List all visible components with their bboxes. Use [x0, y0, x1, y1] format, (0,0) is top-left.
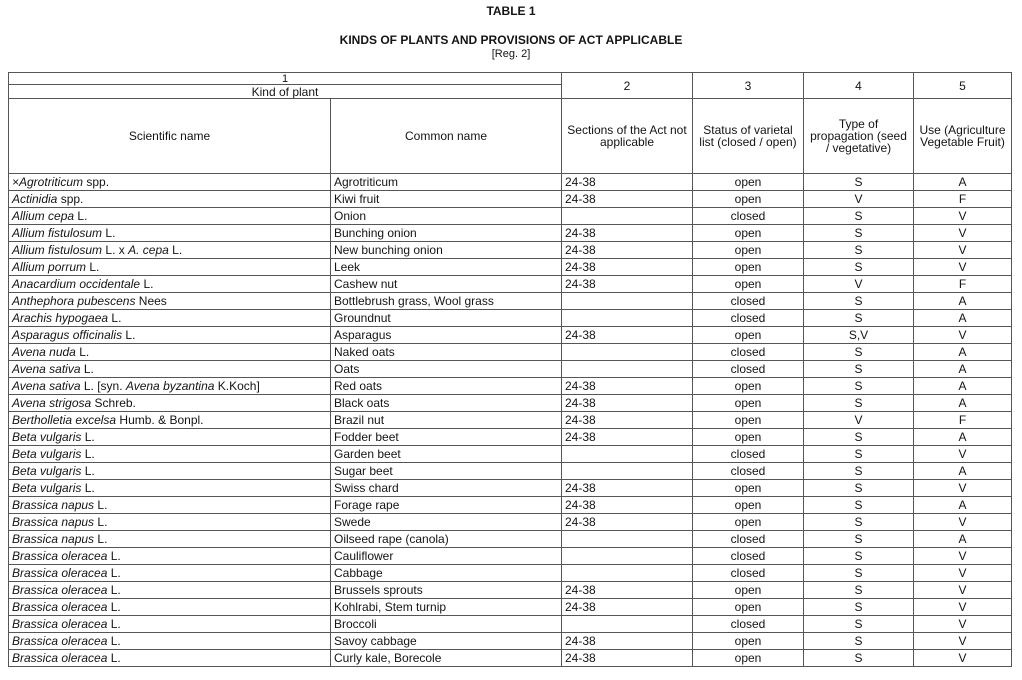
status-cell: open — [693, 276, 804, 293]
scientific-name-cell: Allium cepa L. — [9, 208, 331, 225]
scientific-name-heading: Scientific name — [9, 99, 331, 174]
propagation-cell: S — [804, 514, 914, 531]
scientific-name-cell: Arachis hypogaea L. — [9, 310, 331, 327]
col3-number: 3 — [693, 73, 804, 99]
table-row — [9, 582, 1012, 599]
common-name-cell: Cashew nut — [331, 276, 562, 293]
scientific-name-cell: Anacardium occidentale L. — [9, 276, 331, 293]
common-name-cell: Brussels sprouts — [331, 582, 562, 599]
col5-number: 5 — [914, 73, 1012, 99]
sections-cell: 24-38 — [562, 412, 693, 429]
use-cell: V — [914, 259, 1012, 276]
propagation-cell: S,V — [804, 327, 914, 344]
status-cell: open — [693, 650, 804, 667]
use-cell: A — [914, 293, 1012, 310]
table-row — [9, 225, 1012, 242]
use-cell: V — [914, 480, 1012, 497]
status-cell: closed — [693, 344, 804, 361]
common-name-cell: Black oats — [331, 395, 562, 412]
sections-cell — [562, 208, 693, 225]
sections-cell: 24-38 — [562, 497, 693, 514]
scientific-name-cell: Brassica oleracea L. — [9, 582, 331, 599]
use-cell: A — [914, 174, 1012, 191]
scientific-name-cell: Allium porrum L. — [9, 259, 331, 276]
common-name-cell: Asparagus — [331, 327, 562, 344]
propagation-cell: S — [804, 310, 914, 327]
common-name-cell: Brazil nut — [331, 412, 562, 429]
common-name-cell: Bottlebrush grass, Wool grass — [331, 293, 562, 310]
table-row — [9, 259, 1012, 276]
table-row — [9, 650, 1012, 667]
use-cell: A — [914, 395, 1012, 412]
sections-cell — [562, 361, 693, 378]
sections-cell: 24-38 — [562, 242, 693, 259]
sections-cell — [562, 463, 693, 480]
use-cell: V — [914, 548, 1012, 565]
scientific-name-cell: Brassica oleracea L. — [9, 650, 331, 667]
sections-cell: 24-38 — [562, 582, 693, 599]
status-cell: open — [693, 582, 804, 599]
table-header — [9, 73, 1012, 174]
col4-number: 4 — [804, 73, 914, 99]
col1-number: 1 — [9, 73, 562, 85]
table-row — [9, 344, 1012, 361]
scientific-name-cell: Beta vulgaris L. — [9, 480, 331, 497]
propagation-cell: S — [804, 531, 914, 548]
sections-heading: Sections of the Act not applicable — [562, 99, 693, 174]
status-cell: closed — [693, 293, 804, 310]
use-cell: A — [914, 378, 1012, 395]
use-cell: A — [914, 310, 1012, 327]
status-cell: open — [693, 633, 804, 650]
common-name-cell: Oilseed rape (canola) — [331, 531, 562, 548]
sections-cell — [562, 446, 693, 463]
scientific-name-cell: Anthephora pubescens Nees — [9, 293, 331, 310]
sections-cell: 24-38 — [562, 650, 693, 667]
common-name-cell: Kohlrabi, Stem turnip — [331, 599, 562, 616]
propagation-cell: S — [804, 395, 914, 412]
common-name-cell: Swede — [331, 514, 562, 531]
table-row — [9, 293, 1012, 310]
use-cell: F — [914, 412, 1012, 429]
table-body — [9, 174, 1012, 667]
sections-cell — [562, 616, 693, 633]
sections-cell — [562, 531, 693, 548]
common-name-cell: Broccoli — [331, 616, 562, 633]
common-name-cell: Swiss chard — [331, 480, 562, 497]
table-row — [9, 174, 1012, 191]
use-cell: V — [914, 208, 1012, 225]
table-row — [9, 514, 1012, 531]
propagation-cell: S — [804, 616, 914, 633]
scientific-name-cell: Brassica oleracea L. — [9, 599, 331, 616]
sections-cell: 24-38 — [562, 327, 693, 344]
use-cell: A — [914, 344, 1012, 361]
propagation-cell: S — [804, 361, 914, 378]
propagation-cell: S — [804, 446, 914, 463]
propagation-cell: S — [804, 633, 914, 650]
scientific-name-cell: Avena nuda L. — [9, 344, 331, 361]
use-cell: A — [914, 429, 1012, 446]
common-name-cell: Kiwi fruit — [331, 191, 562, 208]
table-row — [9, 395, 1012, 412]
use-cell: F — [914, 276, 1012, 293]
sections-cell — [562, 565, 693, 582]
propagation-cell: V — [804, 191, 914, 208]
table-row — [9, 208, 1012, 225]
propagation-cell: V — [804, 412, 914, 429]
table-row — [9, 497, 1012, 514]
status-cell: closed — [693, 361, 804, 378]
scientific-name-cell: Beta vulgaris L. — [9, 463, 331, 480]
status-cell: open — [693, 378, 804, 395]
scientific-name-cell: Beta vulgaris L. — [9, 429, 331, 446]
scientific-name-cell: Brassica napus L. — [9, 514, 331, 531]
propagation-cell: S — [804, 497, 914, 514]
propagation-heading: Type of propagation (seed / vegetative) — [804, 99, 914, 174]
table-row — [9, 548, 1012, 565]
sections-cell — [562, 293, 693, 310]
table-row — [9, 361, 1012, 378]
table-row — [9, 310, 1012, 327]
propagation-cell: S — [804, 429, 914, 446]
propagation-cell: S — [804, 565, 914, 582]
propagation-cell: S — [804, 650, 914, 667]
use-cell: V — [914, 446, 1012, 463]
use-cell: V — [914, 327, 1012, 344]
scientific-name-cell: Bertholletia excelsa Humb. & Bonpl. — [9, 412, 331, 429]
table-row — [9, 446, 1012, 463]
propagation-cell: S — [804, 208, 914, 225]
scientific-name-cell: Beta vulgaris L. — [9, 446, 331, 463]
use-cell: A — [914, 361, 1012, 378]
common-name-cell: Savoy cabbage — [331, 633, 562, 650]
status-cell: open — [693, 480, 804, 497]
table-row — [9, 616, 1012, 633]
scientific-name-cell: Brassica napus L. — [9, 531, 331, 548]
common-name-cell: Onion — [331, 208, 562, 225]
status-cell: closed — [693, 565, 804, 582]
common-name-cell: Cauliflower — [331, 548, 562, 565]
scientific-name-cell: Avena sativa L. — [9, 361, 331, 378]
scientific-name-cell: Allium fistulosum L. — [9, 225, 331, 242]
common-name-cell: Curly kale, Borecole — [331, 650, 562, 667]
table-row — [9, 327, 1012, 344]
common-name-cell: Forage rape — [331, 497, 562, 514]
propagation-cell: S — [804, 463, 914, 480]
common-name-cell: Red oats — [331, 378, 562, 395]
propagation-cell: V — [804, 276, 914, 293]
use-cell: A — [914, 497, 1012, 514]
propagation-cell: S — [804, 174, 914, 191]
propagation-cell: S — [804, 242, 914, 259]
status-cell: closed — [693, 446, 804, 463]
use-cell: V — [914, 582, 1012, 599]
regulation-reference: [Reg. 2] — [491, 48, 531, 60]
sections-cell: 24-38 — [562, 514, 693, 531]
sections-cell: 24-38 — [562, 429, 693, 446]
scientific-name-cell: Actinidia spp. — [9, 191, 331, 208]
use-heading: Use (Agriculture Vegetable Fruit) — [914, 99, 1012, 174]
propagation-cell: S — [804, 225, 914, 242]
use-cell: V — [914, 616, 1012, 633]
sections-cell: 24-38 — [562, 191, 693, 208]
plants-table — [8, 72, 1012, 667]
common-name-cell: Fodder beet — [331, 429, 562, 446]
status-cell: open — [693, 174, 804, 191]
table-row — [9, 242, 1012, 259]
scientific-name-cell: Allium fistulosum L. x A. cepa L. — [9, 242, 331, 259]
table-row — [9, 480, 1012, 497]
table-row — [9, 412, 1012, 429]
use-cell: A — [914, 463, 1012, 480]
status-cell: open — [693, 395, 804, 412]
common-name-cell: Leek — [331, 259, 562, 276]
sections-cell: 24-38 — [562, 633, 693, 650]
common-name-cell: Groundnut — [331, 310, 562, 327]
use-cell: A — [914, 531, 1012, 548]
common-name-cell: Sugar beet — [331, 463, 562, 480]
table-row — [9, 565, 1012, 582]
scientific-name-cell: Brassica oleracea L. — [9, 633, 331, 650]
common-name-cell: Garden beet — [331, 446, 562, 463]
sections-cell: 24-38 — [562, 259, 693, 276]
scientific-name-cell: Avena sativa L. [syn. Avena byzantina K.Koch] — [9, 378, 331, 395]
sections-cell — [562, 344, 693, 361]
use-cell: V — [914, 599, 1012, 616]
kind-of-plant-heading: Kind of plant — [9, 85, 562, 99]
common-name-cell: Bunching onion — [331, 225, 562, 242]
scientific-name-cell: Asparagus officinalis L. — [9, 327, 331, 344]
use-cell: V — [914, 225, 1012, 242]
sections-cell: 24-38 — [562, 395, 693, 412]
use-cell: V — [914, 565, 1012, 582]
sections-cell: 24-38 — [562, 174, 693, 191]
propagation-cell: S — [804, 378, 914, 395]
status-cell: closed — [693, 463, 804, 480]
status-cell: closed — [693, 208, 804, 225]
use-cell: V — [914, 650, 1012, 667]
table-row — [9, 599, 1012, 616]
col2-number: 2 — [562, 73, 693, 99]
status-cell: open — [693, 259, 804, 276]
status-cell: open — [693, 429, 804, 446]
table-row — [9, 463, 1012, 480]
sections-cell: 24-38 — [562, 378, 693, 395]
use-cell: V — [914, 633, 1012, 650]
status-cell: closed — [693, 531, 804, 548]
table-subtitle: KINDS OF PLANTS AND PROVISIONS OF ACT APPLICABLE — [339, 33, 683, 47]
table-title: TABLE 1 — [486, 4, 536, 18]
status-cell: closed — [693, 616, 804, 633]
scientific-name-cell: ×Agrotriticum spp. — [9, 174, 331, 191]
use-cell: V — [914, 242, 1012, 259]
status-cell: open — [693, 191, 804, 208]
sections-cell: 24-38 — [562, 480, 693, 497]
table-row — [9, 191, 1012, 208]
table-row — [9, 378, 1012, 395]
scientific-name-cell: Brassica oleracea L. — [9, 565, 331, 582]
status-cell: closed — [693, 548, 804, 565]
status-cell: open — [693, 514, 804, 531]
status-cell: open — [693, 412, 804, 429]
status-cell: open — [693, 242, 804, 259]
use-cell: V — [914, 514, 1012, 531]
status-cell: open — [693, 497, 804, 514]
propagation-cell: S — [804, 344, 914, 361]
sections-cell — [562, 310, 693, 327]
table-row — [9, 633, 1012, 650]
sections-cell: 24-38 — [562, 276, 693, 293]
scientific-name-cell: Brassica oleracea L. — [9, 616, 331, 633]
propagation-cell: S — [804, 293, 914, 310]
status-cell: open — [693, 225, 804, 242]
common-name-cell: Naked oats — [331, 344, 562, 361]
status-cell: closed — [693, 310, 804, 327]
sections-cell: 24-38 — [562, 599, 693, 616]
status-cell: open — [693, 327, 804, 344]
propagation-cell: S — [804, 582, 914, 599]
sections-cell — [562, 548, 693, 565]
table-row — [9, 531, 1012, 548]
status-heading: Status of varietal list (closed / open) — [693, 99, 804, 174]
propagation-cell: S — [804, 599, 914, 616]
scientific-name-cell: Brassica oleracea L. — [9, 548, 331, 565]
common-name-cell: New bunching onion — [331, 242, 562, 259]
common-name-cell: Agrotriticum — [331, 174, 562, 191]
propagation-cell: S — [804, 259, 914, 276]
table-row — [9, 276, 1012, 293]
status-cell: open — [693, 599, 804, 616]
use-cell: F — [914, 191, 1012, 208]
common-name-cell: Oats — [331, 361, 562, 378]
table-row — [9, 429, 1012, 446]
common-name-heading: Common name — [331, 99, 562, 174]
propagation-cell: S — [804, 548, 914, 565]
scientific-name-cell: Brassica napus L. — [9, 497, 331, 514]
propagation-cell: S — [804, 480, 914, 497]
sections-cell: 24-38 — [562, 225, 693, 242]
common-name-cell: Cabbage — [331, 565, 562, 582]
scientific-name-cell: Avena strigosa Schreb. — [9, 395, 331, 412]
